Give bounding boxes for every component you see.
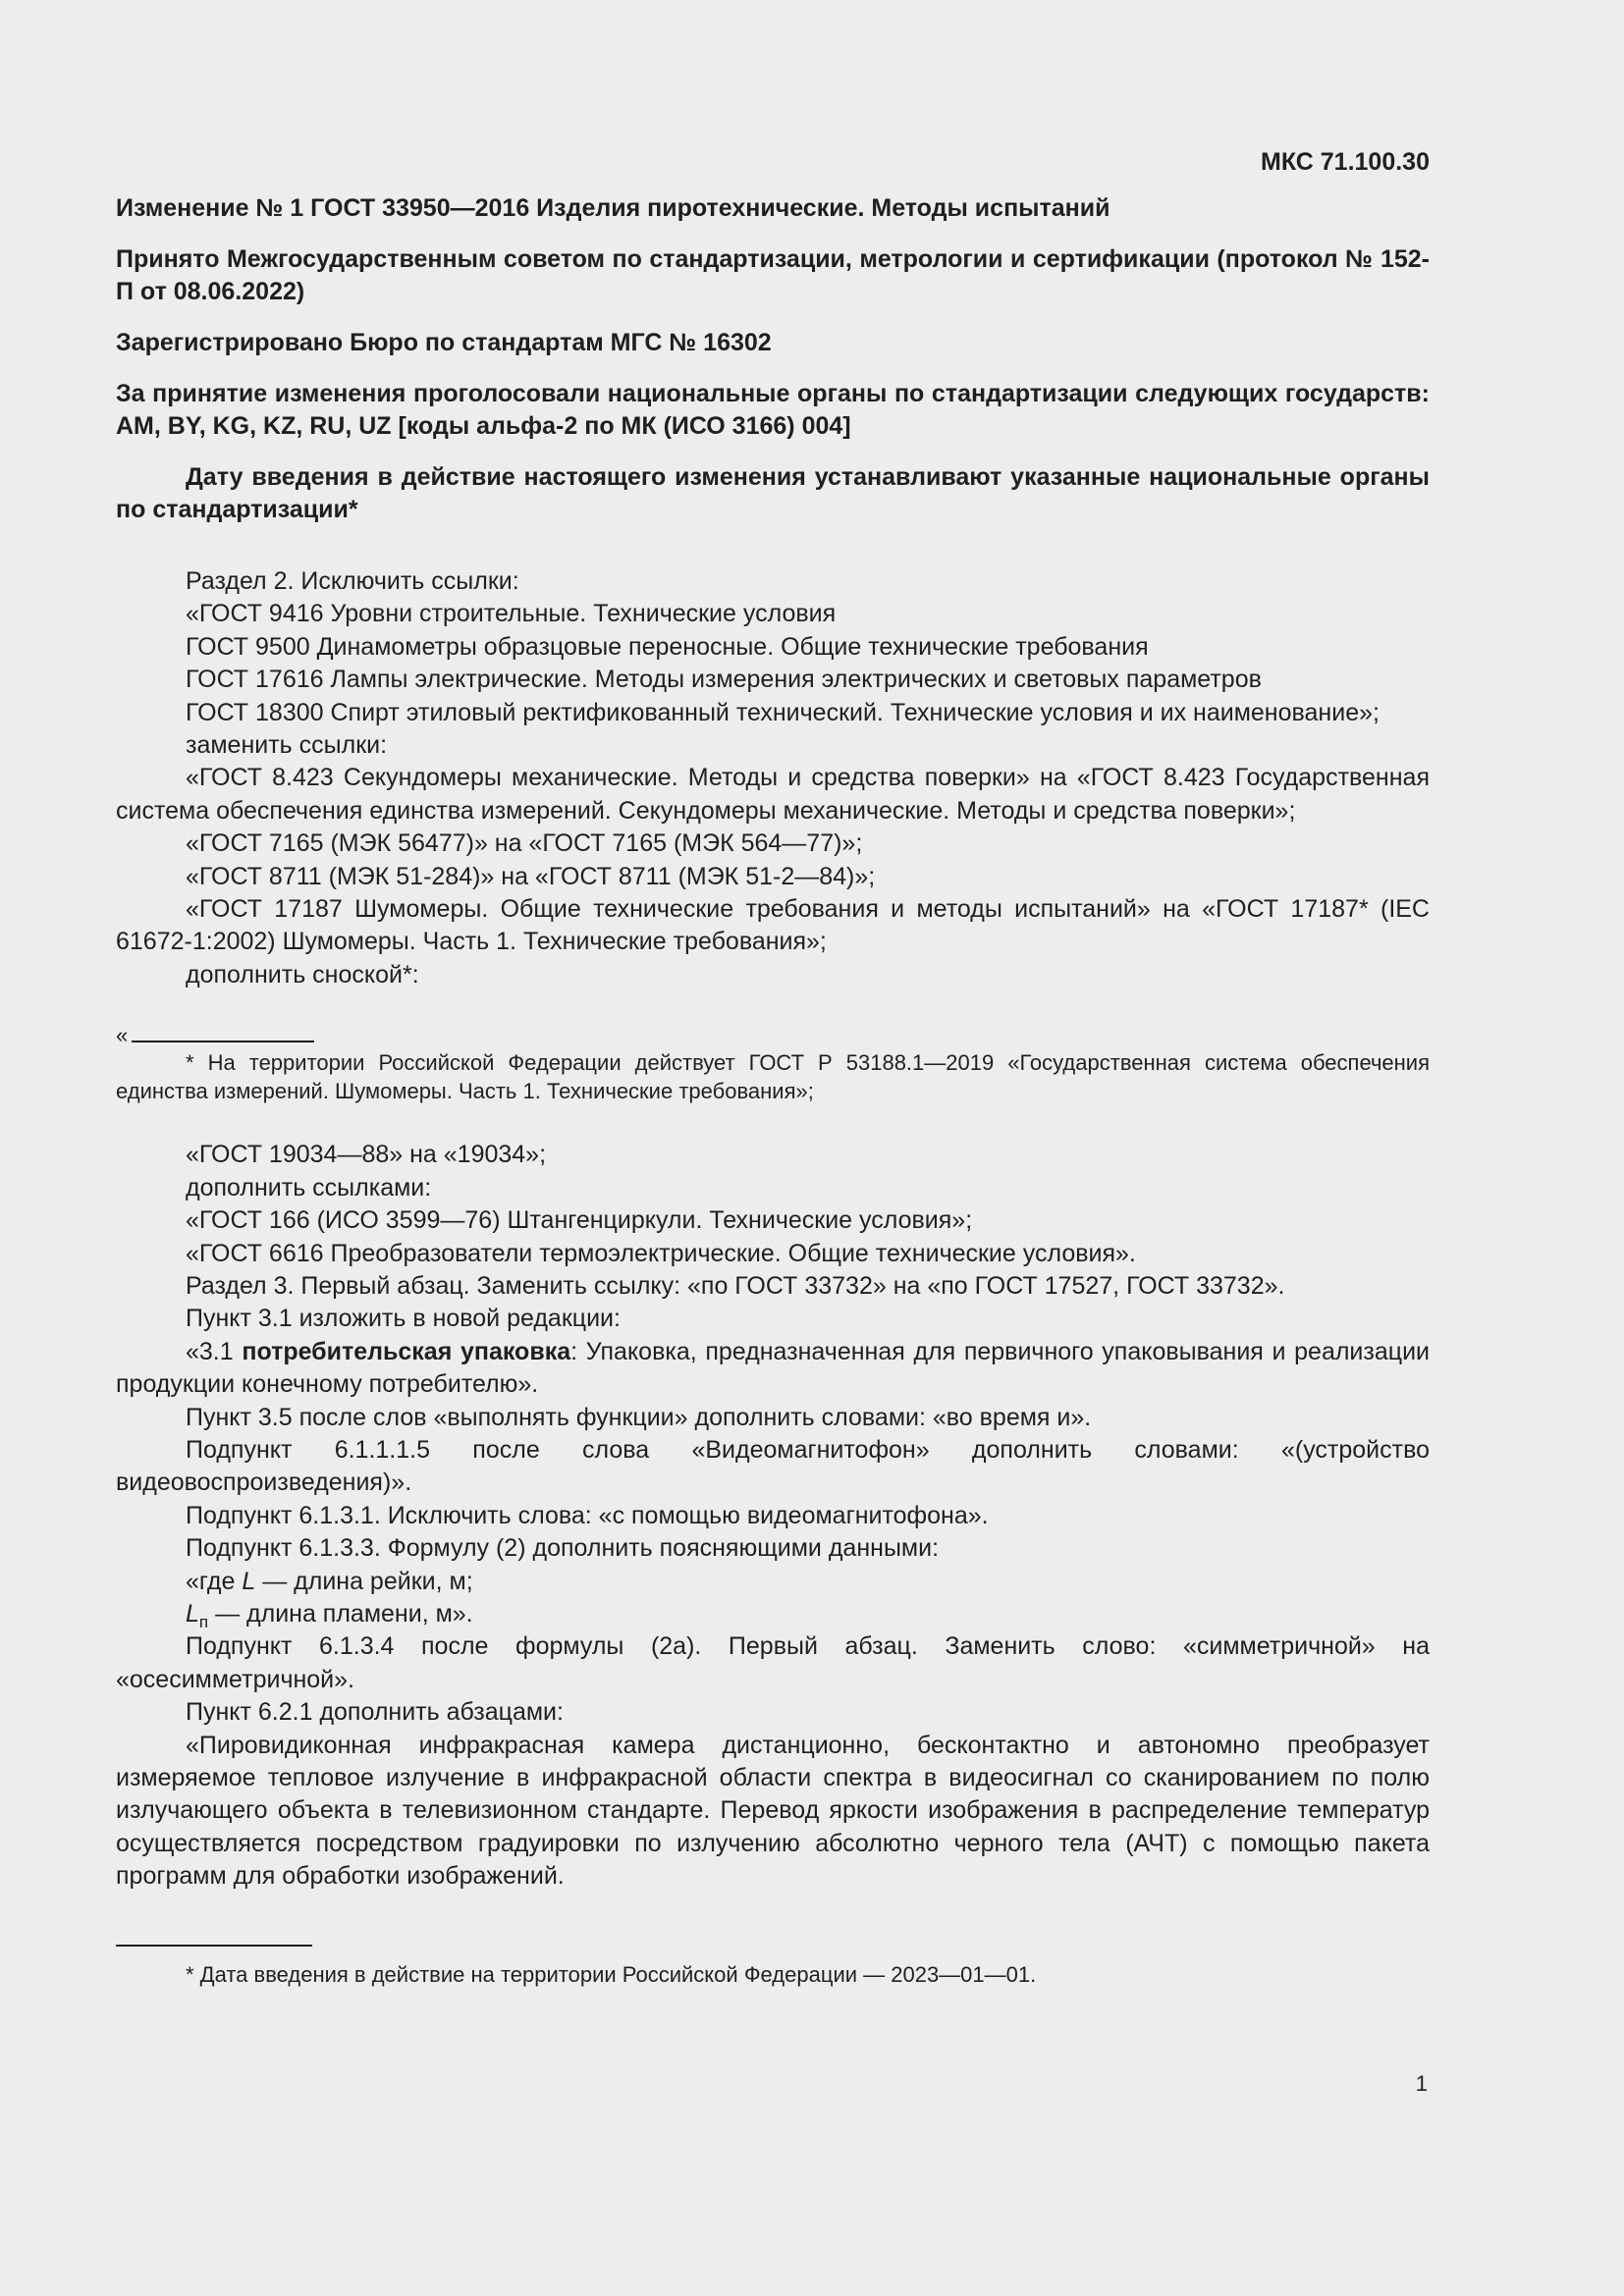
body-paragraph: Раздел 2. Исключить ссылки: <box>186 567 519 595</box>
inline-footnote <box>116 1048 1430 1105</box>
footnote-rule <box>132 1041 314 1042</box>
body-paragraph: ГОСТ 9500 Динамометры образцовые переносные. Общие технические требования <box>186 632 1149 661</box>
body-paragraph: Подпункт 6.1.3.1. Исключить слова: «с помощью видеомагнитофона». <box>186 1501 989 1529</box>
amendment-body <box>116 565 1430 1894</box>
formula-explanation <box>116 1598 1430 1630</box>
body-paragraph: «ГОСТ 8.423 Секундомеры механические. Методы и средства поверки» на «ГОСТ 8.423 Государственная система обеспечения единства измерений. Секундомеры механические. Методы и средства поверки»; <box>116 764 1430 825</box>
voting-statement: За принятие изменения проголосовали национальные органы по стандартизации следующих государств: AM, BY, KG, KZ, RU, UZ [коды альфа-2 по МК (ИСО 3166) 004] <box>116 380 1430 440</box>
body-paragraph: Подпункт 6.1.3.3. Формулу (2) дополнить поясняющими данными: <box>186 1534 940 1563</box>
body-paragraph: «ГОСТ 7165 (МЭК 56477)» на «ГОСТ 7165 (МЭК 564—77)»; <box>186 829 863 858</box>
definition-paragraph <box>116 1336 1430 1402</box>
body-paragraph: заменить ссылки: <box>186 731 388 760</box>
body-paragraph: Подпункт 6.1.3.4 после формулы (2а). Первый абзац. Заменить слово: «симметричной» на «осесимметричной». <box>116 1632 1430 1693</box>
definition-number: «3.1 <box>186 1337 243 1365</box>
body-paragraph: «ГОСТ 17187 Шумомеры. Общие технические требования и методы испытаний» на «ГОСТ 17187* (IEC 61672-1:2002) Шумомеры. Часть 1. Технические требования»; <box>116 895 1430 956</box>
body-paragraph: ГОСТ 17616 Лампы электрические. Методы измерения электрических и световых параметров <box>186 666 1262 694</box>
page-footnote: * Дата введения в действие на территории Российской Федерации — 2023—01—01. <box>186 1961 1037 1987</box>
variable-L: L <box>242 1567 256 1595</box>
variable-L-meaning: — длина рейки, м; <box>255 1567 473 1595</box>
body-paragraph: Подпункт 6.1.1.1.5 после слова «Видеомагнитофон» дополнить словами: «(устройство видеовоспроизведения)». <box>116 1435 1430 1497</box>
body-paragraph: ГОСТ 18300 Спирт этиловый ректификованный технический. Технические условия и их наименование»; <box>186 698 1380 726</box>
inline-footnote-separator <box>116 1025 1430 1046</box>
variable-Lp-subscript: п <box>198 1612 209 1631</box>
effective-date-statement: Дату введения в действие настоящего изменения устанавливают указанные национальные органы по стандартизации* <box>116 463 1430 523</box>
body-paragraph: Пункт 3.5 после слов «выполнять функции» дополнить словами: «во время и». <box>186 1403 1092 1431</box>
body-paragraph: дополнить сноской*: <box>186 960 419 988</box>
body-paragraph: «ГОСТ 166 (ИСО 3599—76) Штангенциркули. Технические условия»; <box>186 1206 973 1235</box>
body-paragraph: Пункт 6.2.1 дополнить абзацами: <box>186 1698 564 1727</box>
formula-explanation <box>116 1566 1430 1598</box>
body-paragraph: дополнить ссылками: <box>186 1173 432 1201</box>
defined-term: потребительская упаковка <box>242 1337 571 1365</box>
body-paragraph: «ГОСТ 6616 Преобразователи термоэлектрические. Общие технические условия». <box>186 1239 1136 1267</box>
body-paragraph: Пункт 3.1 изложить в новой редакции: <box>186 1305 621 1333</box>
amendment-title: Изменение № 1 ГОСТ 33950—2016 Изделия пиротехнические. Методы испытаний <box>116 194 1110 222</box>
body-paragraph: «ГОСТ 19034—88» на «19034»; <box>186 1141 547 1169</box>
mks-code: МКС 71.100.30 <box>1261 148 1430 176</box>
registration-statement: Зарегистрировано Бюро по стандартам МГС № 16302 <box>116 329 772 356</box>
quote-mark: « <box>116 1023 129 1048</box>
variable-Lp: L <box>186 1599 199 1628</box>
page-content <box>116 145 1430 1990</box>
variable-Lp-meaning: — длина пламени, м». <box>208 1599 473 1628</box>
footnote-separator <box>116 1945 312 1947</box>
inline-footnote-text: * На территории Российской Федерации действует ГОСТ Р 53188.1—2019 «Государственная система обеспечения единства измерений. Шумомеры. Часть 1. Технические требования»; <box>116 1050 1430 1104</box>
body-paragraph: Раздел 3. Первый абзац. Заменить ссылку: «по ГОСТ 33732» на «по ГОСТ 17527, ГОСТ 33732». <box>186 1271 1285 1300</box>
definition-text: : Упаковка, предназначенная для первичного упаковывания и реализации продукции конечному потребителю». <box>116 1337 1431 1399</box>
body-paragraph: «ГОСТ 8711 (МЭК 51-284)» на «ГОСТ 8711 (МЭК 51-2—84)»; <box>186 862 876 890</box>
body-paragraph: «ГОСТ 9416 Уровни строительные. Технические условия <box>186 600 837 628</box>
where-prefix: «где <box>186 1567 243 1595</box>
body-paragraph: «Пировидиконная инфракрасная камера дистанционно, бесконтактно и автономно преобразует измеряемое тепловое излучение в инфракрасной области спектра в видеосигнал со сканированием по полю излучающего объекта в телевизионном стандарте. Перевод яркости изображения в распределение температур осуществляется посредством градуировки по излучению абсолютно черного тела (АЧТ) с помощью пакета программ для обработки изображений. <box>116 1731 1430 1891</box>
page-number: 1 <box>1415 2071 1428 2096</box>
adopted-statement: Принято Межгосударственным советом по стандартизации, метрологии и сертификации (протокол № 152-П от 08.06.2022) <box>116 245 1430 305</box>
